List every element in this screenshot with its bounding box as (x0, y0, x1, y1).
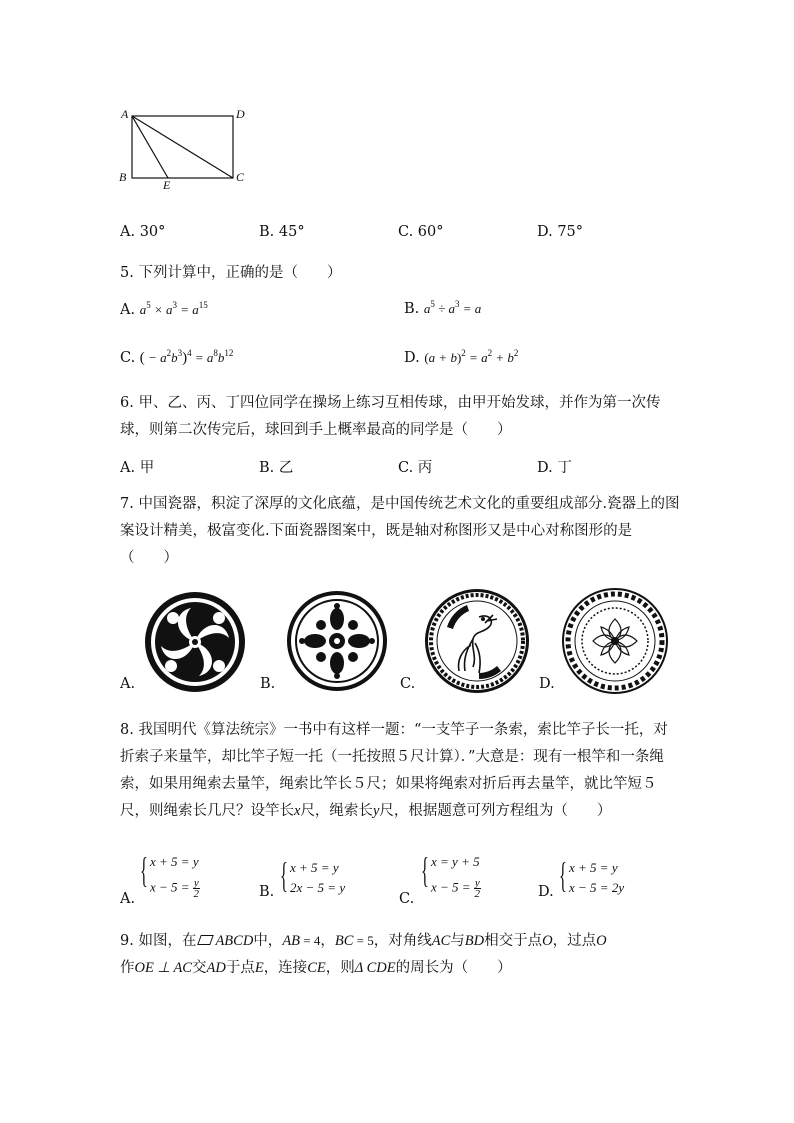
porcelain-pattern-b[interactable] (285, 589, 389, 693)
q8-system-c[interactable]: x = y + 5 x − 5 = $\frac{y}{2}$ (431, 854, 481, 900)
rectangle-figure (115, 106, 255, 194)
q6-option-c[interactable]: C. 丙 (398, 460, 433, 476)
brace-icon: { (421, 850, 429, 890)
q4-option-c[interactable]: C. 60° (398, 224, 444, 240)
label-a: A (121, 107, 129, 121)
q4-option-a[interactable]: A. 30° (120, 224, 166, 240)
segment-ae (132, 116, 168, 178)
q7-option-d[interactable]: D. (539, 676, 555, 692)
q5-option-b[interactable]: B. $a^5 \div a^3 = a$ (404, 299, 482, 317)
q8-option-b-letter[interactable]: B. (259, 884, 275, 900)
q7-option-c[interactable]: C. (400, 676, 416, 692)
q8-option-d-letter[interactable]: D. (538, 884, 554, 900)
porcelain-pattern-d[interactable] (561, 587, 669, 695)
segment-ac (132, 116, 233, 178)
q7-option-a[interactable]: A. (120, 676, 136, 692)
porcelain-pattern-a[interactable] (143, 590, 247, 694)
q4-option-d[interactable]: D. 75° (537, 224, 584, 240)
q8-system-d[interactable]: x + 5 = y x − 5 = 2y (569, 860, 625, 895)
q5-option-a[interactable]: A. $a^5 \times a^3 = a^{15}$ (120, 300, 208, 318)
porcelain-pattern-c[interactable] (423, 587, 531, 695)
label-b: B (119, 170, 127, 184)
q8-stem: 8. 我国明代《算法统宗》一书中有这样一题：“一支竿子一条索，索比竿子长一托，对折索子来量竿，却比竿子短一托（一托按照５尺计算）．”大意是：现有一根竿和一条绳索，如果用绳索去量竿，绳索比竿长５尺；如果将绳索对折后再去量竿，就比竿短５尺，则绳索长几尺？设竿长x尺，绳索长y尺，根据题意可列方程组为（ ） (120, 722, 668, 819)
label-e: E (163, 178, 171, 192)
q6-option-d[interactable]: D. 丁 (537, 460, 572, 476)
q6-option-b[interactable]: B. 乙 (259, 460, 294, 476)
q7-stem: 7. 中国瓷器，积淀了深厚的文化底蕴，是中国传统艺术文化的重要组成部分.瓷器上的图案设计精美，极富变化.下面瓷器图案中，既是轴对称图形又是中心对称图形的是（ ） (120, 496, 680, 566)
q9-stem: 9. 如图，在 ABCD中，AB = 4，BC = 5，对角线AC与BD相交于点O，过点O 作OE ⊥ AC交AD于点E，连接CE，则Δ CDE的周长为（ ） (120, 933, 607, 976)
q5-option-d[interactable]: D. $(a + b)^2 = a^2 + b^2$ (404, 348, 519, 366)
label-d: D (236, 107, 245, 121)
q8-system-a[interactable]: x + 5 = y x − 5 = $\frac{y}{2}$ (150, 854, 200, 900)
parallelogram-icon (198, 935, 215, 945)
q8-option-c-letter[interactable]: C. (399, 891, 415, 907)
q8-option-a-letter[interactable]: A. (120, 891, 136, 907)
q8-system-b[interactable]: x + 5 = y 2x − 5 = y (290, 860, 346, 895)
q5-option-c[interactable]: C. ( − $a^2b^3)^4 = a^8b^{12}$ (120, 348, 234, 366)
q5-stem: 5. 下列计算中，正确的是（ ） (120, 265, 342, 281)
q4-option-b[interactable]: B. 45° (259, 224, 305, 240)
q6-option-a[interactable]: A. 甲 (120, 460, 155, 476)
brace-icon: { (140, 850, 148, 890)
q7-option-b[interactable]: B. (260, 676, 276, 692)
brace-icon: { (280, 855, 288, 895)
brace-icon: { (559, 855, 567, 895)
q6-stem: 6. 甲、乙、丙、丁四位同学在操场上练习互相传球，由甲开始发球，并作为第一次传球，则第二次传完后，球回到手上概率最高的同学是（ ） (120, 395, 661, 438)
label-c: C (236, 170, 245, 184)
